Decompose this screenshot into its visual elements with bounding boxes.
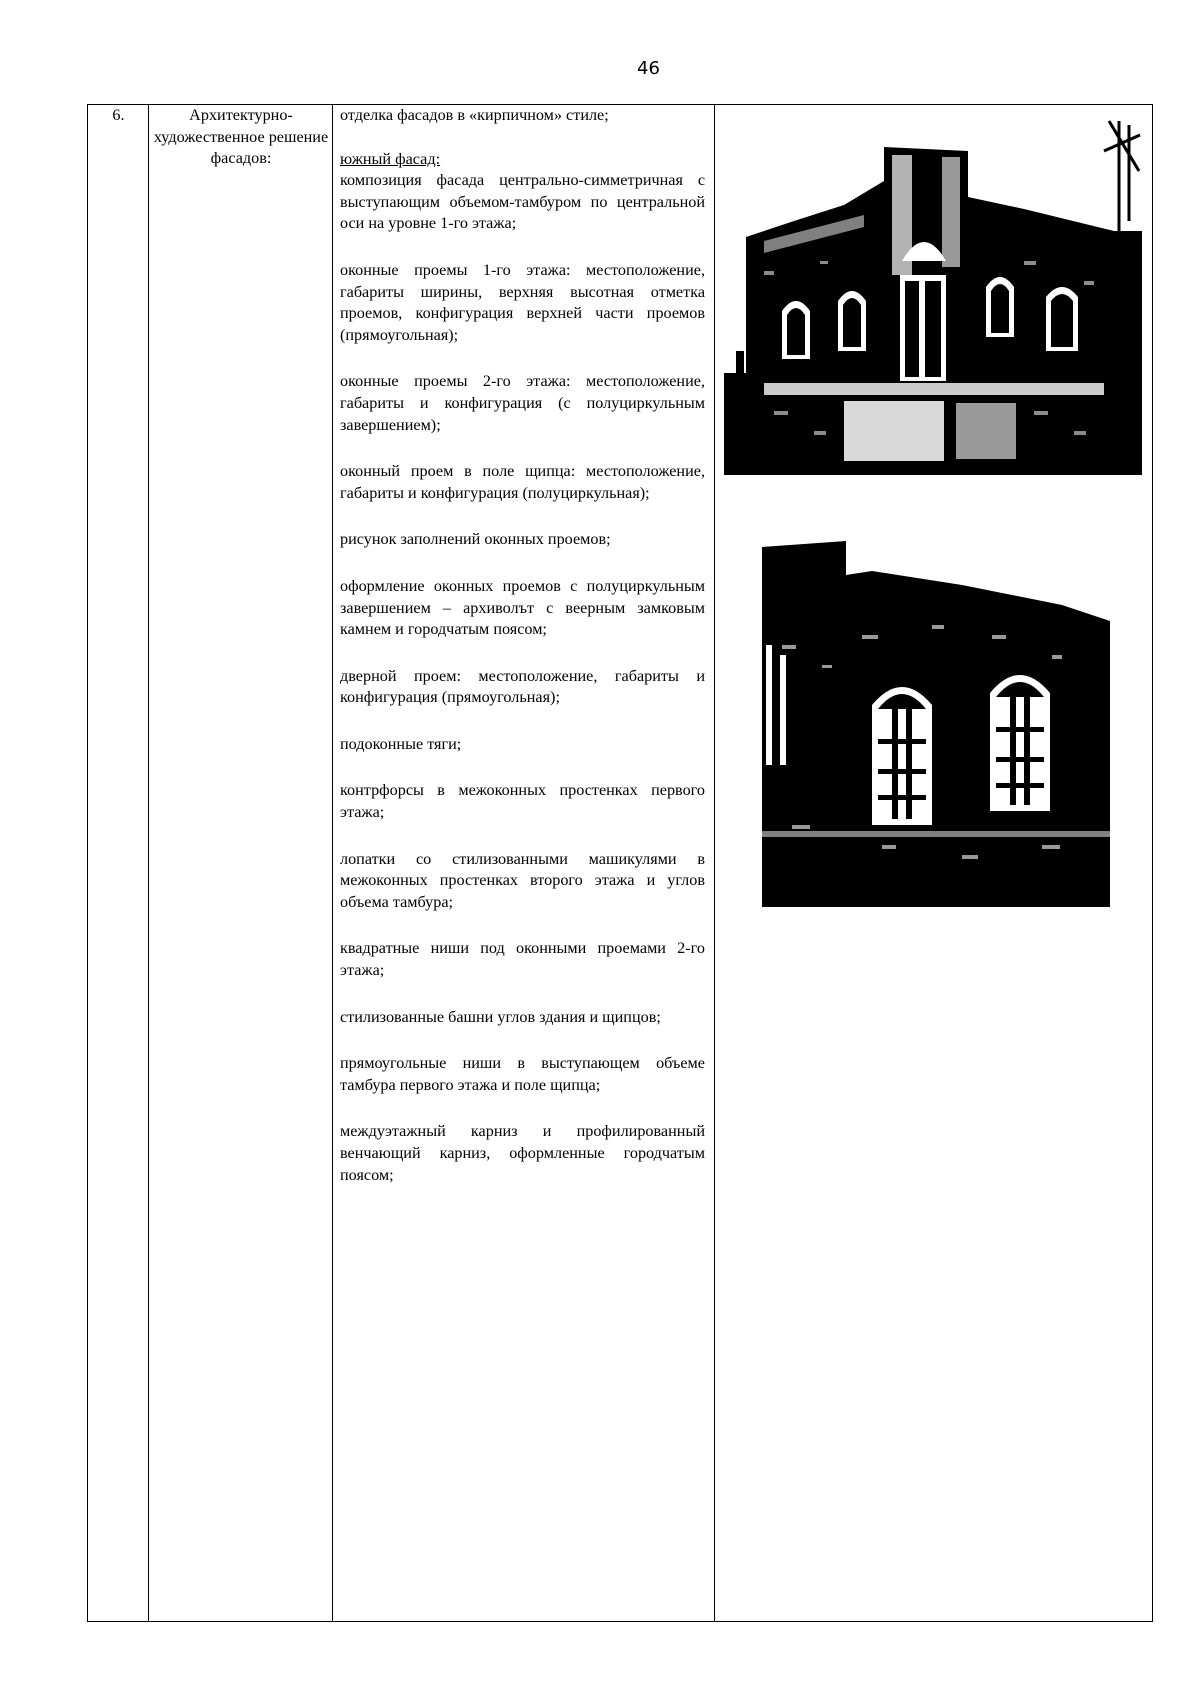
list-item: оконный проем в поле щипца: местоположение, габариты и конфигурация (полуциркульная); [340, 462, 705, 502]
column-divider [332, 105, 333, 1621]
list-item: прямоугольные ниши в выступающем объеме тамбура первого этажа и поле щипца; [340, 1054, 705, 1094]
page-number: 46 [637, 58, 660, 79]
list-item: оконные проемы 1-го этажа: местоположение, габариты ширины, верхняя высотная отметка проемов, конфигурация верхней части проемов (прямоугольная); [340, 260, 705, 344]
column-divider [148, 105, 149, 1621]
list-item: лопатки со стилизованными машикулями в межоконных простенках второго этажа и углов объема тамбура; [340, 849, 705, 911]
description-cell [340, 105, 705, 1211]
list-item: дверной проем: местоположение, габариты и конфигурация (прямоугольная); [340, 666, 705, 707]
row-heading: Архитектурно-художественное решение фасадов: [153, 106, 329, 168]
list-item: квадратные ниши под оконными проемами 2-го этажа; [340, 939, 705, 980]
window-detail-photo [762, 525, 1110, 907]
list-item: стилизованные башни углов здания и щипцов; [340, 1007, 661, 1026]
list-item: оконные проемы 2-го этажа: местоположение, габариты и конфигурация (с полуциркульным завершением); [340, 372, 705, 434]
section-heading: южный фасад: [340, 149, 441, 168]
facade-photo [724, 111, 1142, 475]
table-frame [87, 104, 1153, 1622]
list-item: оформление оконных проемов с полуциркульным завершением – архиволът с веерным замковым камнем и городчатым поясом; [340, 576, 705, 639]
row-index: 6. [112, 106, 125, 124]
list-item: междуэтажный карниз и профилированный венчающий карниз, оформленные городчатым поясом; [340, 1122, 705, 1184]
list-item: подоконные тяги; [340, 734, 462, 753]
list-item: отделка фасадов в «кирпичном» стиле; [340, 106, 609, 124]
list-item: рисунок заполнений оконных проемов; [340, 530, 611, 549]
list-item: контрфорсы в межоконных простенках первого этажа; [340, 781, 705, 822]
column-divider [714, 105, 715, 1621]
list-item: композиция фасада центрально-симметричная с выступающим объемом-тамбуром по центральной оси на уровне 1-го этажа; [340, 171, 705, 233]
